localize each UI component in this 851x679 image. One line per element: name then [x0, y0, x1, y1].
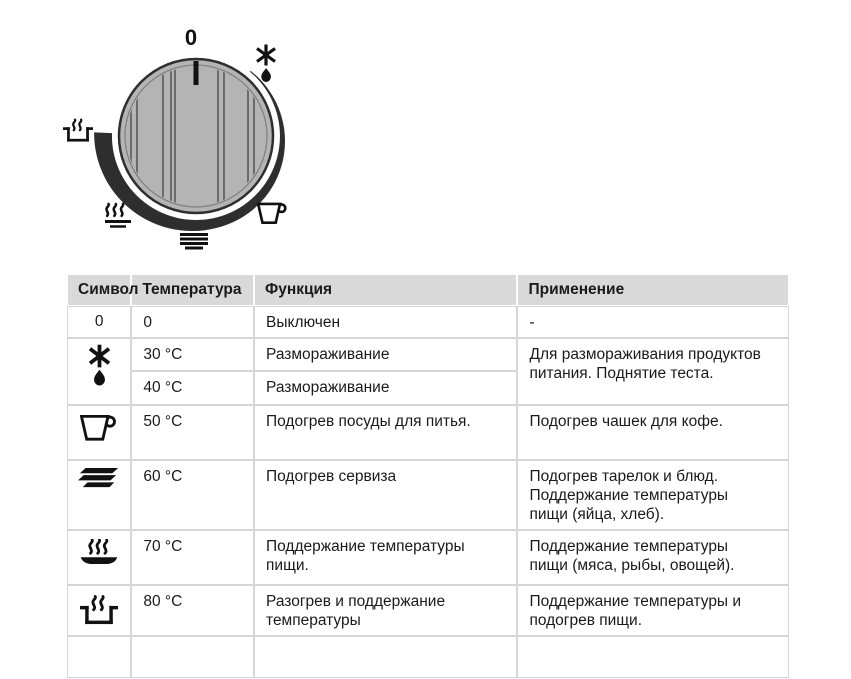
defrost-icon [85, 344, 114, 388]
symbol-cell [68, 406, 130, 459]
application-cell: Подогрев тарелок и блюд. Поддержание температуры пищи (яйца, хлеб). [518, 461, 788, 529]
pot-icon [80, 593, 118, 628]
table-row [68, 531, 788, 584]
defrost-icon [257, 45, 275, 83]
application-cell [518, 637, 788, 677]
temperature-cell: 70 °C [132, 531, 253, 584]
temperature-cell: 0 [132, 307, 253, 337]
steam-icon [105, 204, 131, 227]
pot-icon [63, 120, 93, 142]
function-cell: Подогрев сервиза [255, 461, 516, 529]
cup-icon [80, 414, 118, 443]
application-cell: Поддержание температуры и подогрев пищи. [518, 586, 788, 635]
function-cell: Размораживание [255, 372, 516, 404]
dial-zero-label: 0 [184, 25, 198, 50]
table-row [68, 339, 788, 370]
table-row [68, 461, 788, 529]
steam-icon [79, 539, 119, 566]
function-cell: Разогрев и поддержание температуры [255, 586, 516, 635]
temperature-cell: 80 °C [132, 586, 253, 635]
application-cell: Поддержание температуры пищи (мяса, рыбы, овощей). [518, 531, 788, 584]
function-cell: Размораживание [255, 339, 516, 370]
column-header-temperature: Температура [132, 275, 253, 305]
symbol-cell: 0 [68, 307, 130, 337]
cup-icon [258, 204, 285, 223]
temperature-cell: 60 °C [132, 461, 253, 529]
application-cell: Для размораживания продуктов питания. Поднятие теста. [518, 339, 788, 404]
plates-icon [180, 235, 208, 249]
symbol-cell [68, 461, 130, 529]
symbol-cell [68, 339, 130, 404]
table-row [68, 637, 788, 677]
symbol-cell [68, 637, 130, 677]
application-cell: Подогрев чашек для кофе. [518, 406, 788, 459]
function-cell [255, 637, 516, 677]
function-cell: Выключен [255, 307, 516, 337]
table-row [68, 307, 788, 337]
symbol-cell [68, 531, 130, 584]
table-row [68, 406, 788, 459]
dial-indicator-mark [194, 61, 199, 85]
temperature-cell: 30 °C [132, 339, 253, 370]
temperature-cell: 50 °C [132, 406, 253, 459]
function-cell: Подогрев посуды для питья. [255, 406, 516, 459]
temperature-cell: 40 °C [132, 372, 253, 404]
column-header-function: Функция [255, 275, 516, 305]
column-header-symbol: Символ [68, 275, 130, 305]
function-cell: Поддержание температуры пищи. [255, 531, 516, 584]
column-header-application: Применение [518, 275, 788, 305]
temperature-cell [132, 637, 253, 677]
plates-icon [78, 468, 120, 489]
temperature-dial-diagram [30, 5, 370, 267]
settings-table [66, 273, 790, 679]
symbol-cell [68, 586, 130, 635]
application-cell: - [518, 307, 788, 337]
dial-knob [119, 59, 273, 213]
table-row [68, 586, 788, 635]
